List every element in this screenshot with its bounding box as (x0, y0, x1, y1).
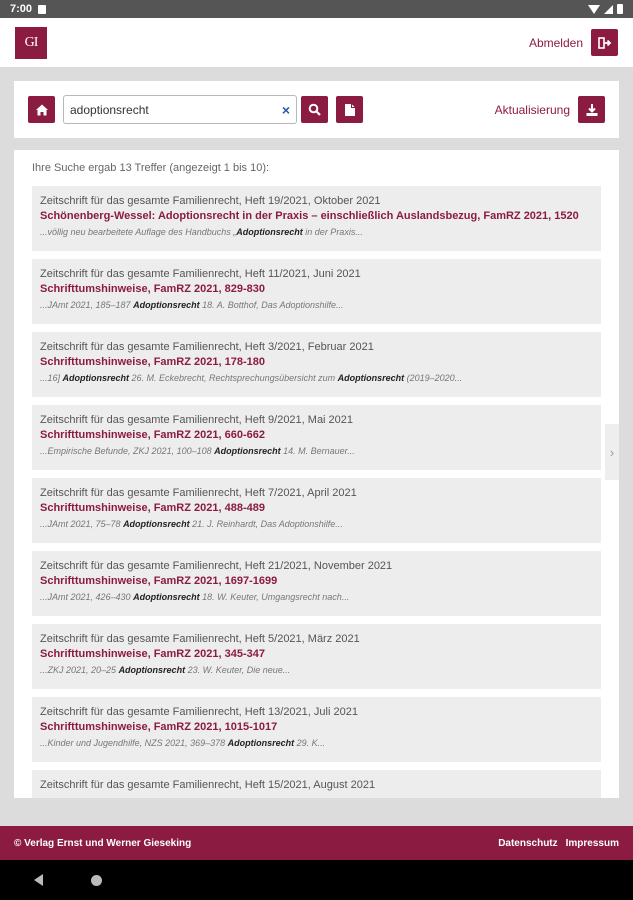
home-circle-icon[interactable] (91, 875, 102, 886)
chevron-right-icon: › (609, 444, 615, 460)
result-source: Zeitschrift für das gesamte Familienrecht, Heft 5/2021, März 2021 (40, 633, 360, 645)
search-input[interactable] (63, 95, 297, 124)
signal-icon (604, 5, 613, 14)
result-source: Zeitschrift für das gesamte Familienrecht, Heft 11/2021, Juni 2021 (40, 268, 361, 280)
result-item[interactable] (32, 478, 601, 543)
result-snippet: ...16] Adoptionsrecht 26. M. Eckebrecht, Rechtsprechungsübersicht zum Adoptionsrecht (2019–2020... (40, 373, 463, 383)
system-nav-bar (0, 860, 633, 900)
result-item[interactable] (32, 332, 601, 397)
search-icon (308, 103, 321, 116)
update-group[interactable] (495, 96, 605, 123)
result-source: Zeitschrift für das gesamte Familienrecht, Heft 3/2021, Februar 2021 (40, 341, 374, 353)
logout-group[interactable] (529, 29, 618, 56)
result-source: Zeitschrift für das gesamte Familienrecht, Heft 9/2021, Mai 2021 (40, 414, 354, 426)
side-panel-handle[interactable] (605, 424, 619, 480)
result-title[interactable]: Schrifttumshinweise, FamRZ 2021, 1697-1699 (40, 575, 278, 587)
logout-button[interactable] (591, 29, 618, 56)
home-icon (35, 103, 49, 117)
gieseking-logo[interactable] (15, 27, 47, 59)
update-button[interactable] (578, 96, 605, 123)
search-panel (14, 81, 619, 138)
result-item[interactable] (32, 697, 601, 762)
result-source: Zeitschrift für das gesamte Familienrecht, Heft 19/2021, Oktober 2021 (40, 195, 381, 207)
result-item[interactable] (32, 770, 601, 798)
footer (0, 826, 633, 860)
result-title[interactable]: Schrifttumshinweise, FamRZ 2021, 345-347 (40, 648, 265, 660)
result-title[interactable]: Schrifttumshinweise, FamRZ 2021, 488-489 (40, 502, 265, 514)
search-button[interactable] (301, 96, 328, 123)
battery-icon (617, 4, 623, 14)
back-icon[interactable] (34, 874, 43, 886)
download-icon (585, 103, 599, 117)
result-snippet: ...Empirische Befunde, ZKJ 2021, 100–108 Adoptionsrecht 14. M. Bernauer... (40, 446, 355, 456)
result-snippet: ...Kinder und Jugendhilfe, NZS 2021, 369–378 Adoptionsrecht 29. K... (40, 738, 326, 748)
document-icon (344, 103, 356, 117)
result-snippet: ...JAmt 2021, 426–430 Adoptionsrecht 18. W. Keuter, Umgangsrecht nach... (40, 592, 350, 602)
search-input-value[interactable]: adoptionsrecht (70, 102, 149, 117)
status-time: 7:00 (10, 3, 33, 15)
notification-icon (38, 5, 46, 14)
privacy-link[interactable]: Datenschutz (498, 837, 558, 849)
result-item[interactable] (32, 259, 601, 324)
top-bar (0, 18, 633, 67)
result-source: Zeitschrift für das gesamte Familienrecht, Heft 7/2021, April 2021 (40, 487, 357, 499)
result-snippet: ...völlig neu bearbeitete Auflage des Handbuchs „Adoptionsrecht in der Praxis... (40, 227, 363, 237)
document-button[interactable] (336, 96, 363, 123)
result-source: Zeitschrift für das gesamte Familienrecht, Heft 13/2021, Juli 2021 (40, 706, 358, 718)
results-panel (14, 150, 619, 798)
result-summary: Ihre Suche ergab 13 Treffer (angezeigt 1 bis 10): (32, 162, 270, 174)
logout-label[interactable]: Abmelden (528, 35, 583, 50)
result-item[interactable] (32, 551, 601, 616)
result-item[interactable] (32, 624, 601, 689)
result-title[interactable]: Schrifttumshinweise, FamRZ 2021, 660-662 (40, 429, 265, 441)
status-bar (0, 0, 633, 18)
result-source: Zeitschrift für das gesamte Familienrecht, Heft 21/2021, November 2021 (40, 560, 393, 572)
clear-search-icon[interactable]: × (281, 101, 290, 118)
sign-out-icon (598, 36, 612, 50)
result-snippet: ...JAmt 2021, 75–78 Adoptionsrecht 21. J. Reinhardt, Das Adoptionshilfe... (40, 519, 343, 529)
result-snippet: ...ZKJ 2021, 20–25 Adoptionsrecht 23. W. Keuter, Die neue... (40, 665, 291, 675)
logo-text: GI (24, 34, 38, 50)
copyright-text: © Verlag Ernst und Werner Gieseking (14, 837, 192, 849)
result-title[interactable]: Schrifttumshinweise, FamRZ 2021, 829-830 (40, 283, 265, 295)
wifi-icon (588, 5, 600, 14)
home-button[interactable] (28, 96, 55, 123)
result-item[interactable] (32, 186, 601, 251)
result-snippet: ...JAmt 2021, 185–187 Adoptionsrecht 18. A. Botthof, Das Adoptionshilfe... (40, 300, 344, 310)
result-title[interactable]: Schönenberg-Wessel: Adoptionsrecht in der Praxis – einschließlich Auslandsbezug, FamRZ 2021, 1520 (40, 210, 579, 222)
imprint-link[interactable]: Impressum (565, 837, 619, 849)
result-title[interactable]: Schrifttumshinweise, FamRZ 2021, 1015-1017 (40, 721, 278, 733)
result-source: Zeitschrift für das gesamte Familienrecht, Heft 15/2021, August 2021 (40, 779, 376, 791)
result-title[interactable]: Schrifttumshinweise, FamRZ 2021, 178-180 (40, 356, 265, 368)
update-label[interactable]: Aktualisierung (494, 102, 570, 117)
result-item[interactable] (32, 405, 601, 470)
